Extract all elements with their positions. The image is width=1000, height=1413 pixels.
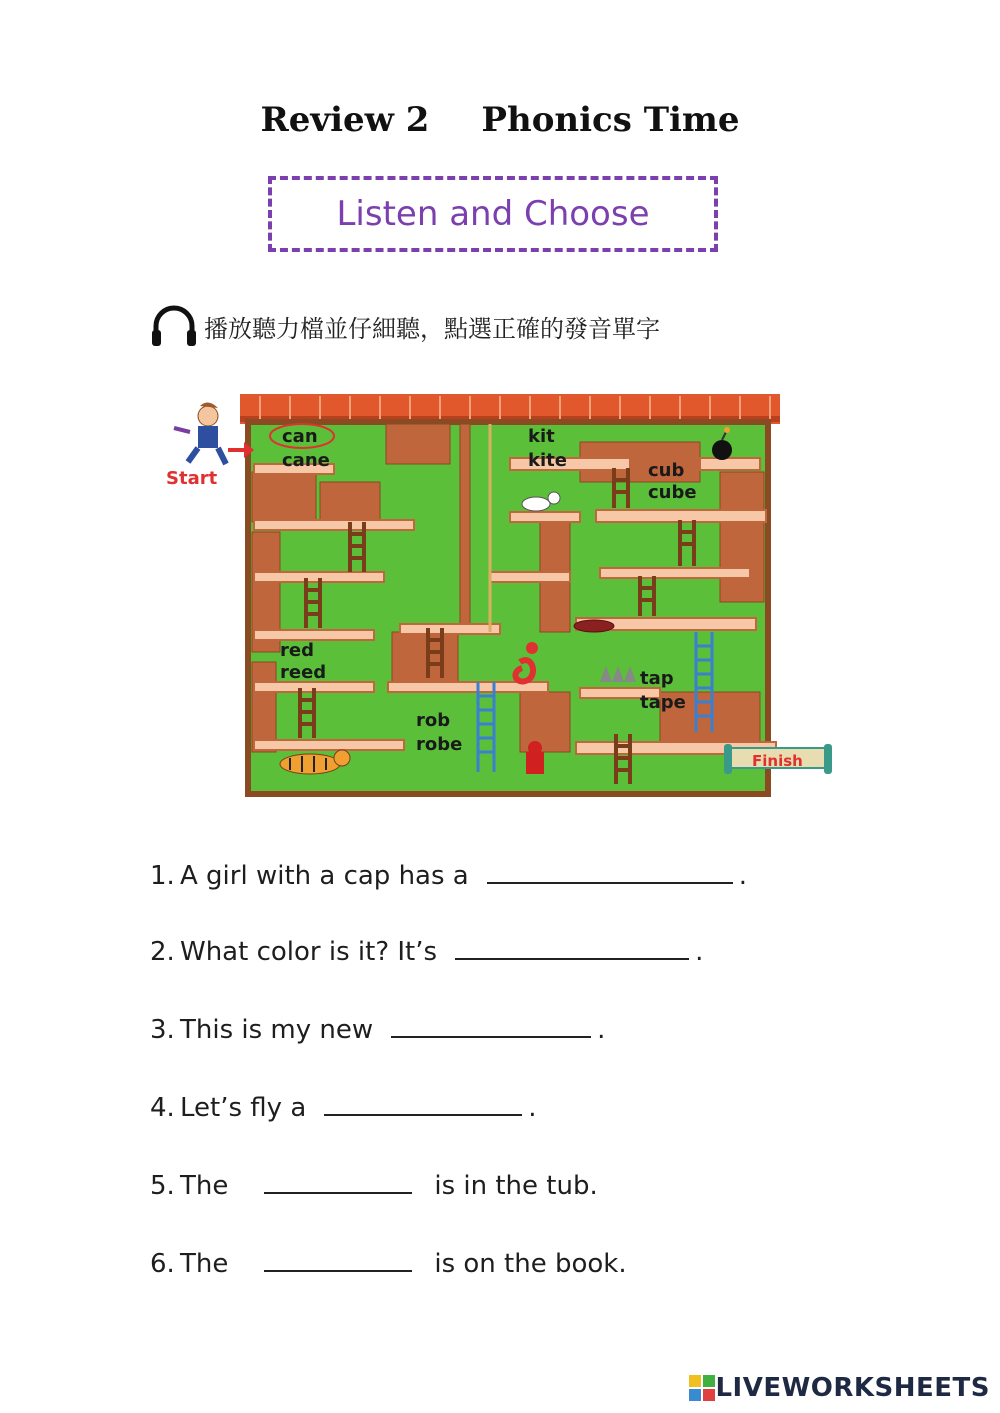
word-can[interactable]: can <box>282 426 318 447</box>
start-label: Start <box>166 468 218 489</box>
listen-choose-box <box>268 176 718 252</box>
word-cub[interactable]: cub <box>648 460 685 481</box>
answer-blank-1[interactable] <box>487 854 733 884</box>
answer-blank-2[interactable] <box>455 930 689 960</box>
maze-illustration <box>160 392 840 800</box>
spikes <box>600 666 636 682</box>
word-kit[interactable]: kit <box>528 426 555 447</box>
word-cube[interactable]: cube <box>648 482 697 503</box>
finish-label: Finish <box>752 752 803 770</box>
liveworksheets-logo-icon <box>689 1375 715 1401</box>
answer-blank-5[interactable] <box>264 1164 412 1194</box>
question-5: 5. The is in the tub. <box>150 1164 598 1201</box>
ninja-icon <box>526 741 544 774</box>
review-label: Review 2 <box>260 100 430 140</box>
question-4: 4. Let’s fly a . <box>150 1086 537 1123</box>
instruction-text: 播放聽力檔並仔細聽，點選正確的發音單字 <box>204 314 660 343</box>
question-3: 3. This is my new . <box>150 1008 605 1045</box>
word-red[interactable]: red <box>280 640 314 661</box>
question-2: 2. What color is it? It’s . <box>150 930 703 967</box>
footer-brand <box>689 1373 990 1403</box>
answer-blank-4[interactable] <box>324 1086 522 1116</box>
headphones-icon[interactable] <box>150 304 198 348</box>
brand-name: LIVEWORKSHEETS <box>715 1373 990 1403</box>
word-robe[interactable]: robe <box>416 734 463 755</box>
answer-blank-6[interactable] <box>264 1242 412 1272</box>
word-tape[interactable]: tape <box>640 692 686 713</box>
boy-runner-icon <box>174 402 226 464</box>
page-title <box>0 100 1000 140</box>
listen-choose-label: Listen and Choose <box>336 194 650 234</box>
answer-blank-3[interactable] <box>391 1008 591 1038</box>
question-1: 1. A girl with a cap has a . <box>150 854 747 891</box>
word-reed[interactable]: reed <box>280 662 327 683</box>
hole <box>574 620 614 632</box>
question-6: 6. The is on the book. <box>150 1242 627 1279</box>
word-rob[interactable]: rob <box>416 710 451 731</box>
title-label: Phonics Time <box>481 100 740 140</box>
word-tap[interactable]: tap <box>640 668 674 689</box>
word-kite[interactable]: kite <box>528 450 567 471</box>
instruction-row <box>150 296 660 356</box>
word-cane[interactable]: cane <box>282 450 330 471</box>
